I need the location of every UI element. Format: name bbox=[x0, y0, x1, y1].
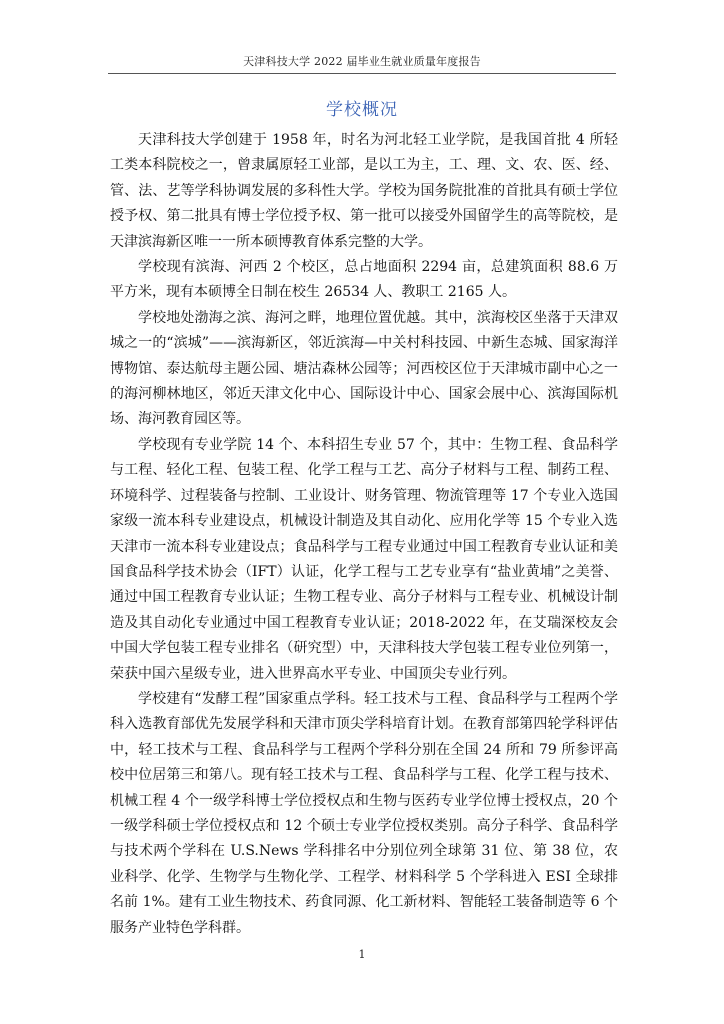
document-body bbox=[110, 128, 618, 941]
page-header: 天津科技大学 2022 届毕业生就业质量年度报告 bbox=[243, 55, 481, 68]
section-title: 学校概况 bbox=[326, 100, 398, 120]
paragraph-history: 天津科技大学创建于 1958 年，时名为河北轻工业学院，是我国首批 4 所轻工类本科院校之一，曾隶属原轻工业部，是以工为主，工、理、文、农、医、经、管、法、艺等学科协调发展的多科性大学。学校为国务院批准的首批具有硕士学位授予权、第二批具有博士学位授予权、第一批可以接受外国留学生的高等院校，是天津滨海新区唯一一所本硕博教育体系完整的大学。 bbox=[110, 132, 618, 250]
header-divider bbox=[108, 73, 616, 74]
paragraph-disciplines: 学校建有“发酵工程”国家重点学科。轻工技术与工程、食品科学与工程两个学科入选教育部优先发展学科和天津市顶尖学科培育计划。在教育部第四轮学科评估中，轻工技术与工程、食品科学与工程两个学科分别在全国 24 所和 79 所参评高校中位居第三和第八。现有轻工技术与工程、食品科学与工程、化学工程与技术、机械工程 4 个一级学科博士学位授权点和生物与医药专业学位博士授权点，20 个一级学科硕士学位授权点和 12 个硕士专业学位授权类别。高分子科学、食品科学与技术两个学科在 U.S.News 学科排名中分别位列全球第 31 位、第 38 位，农业科学、化学、生物学与生物化学、工程学、材料科学 5 个学科进入 ESI 全球排名前 1%。建有工业生物技术、药食同源、化工新材料、智能轻工装备制造等 6 个服务产业特色学科群。 bbox=[110, 690, 618, 936]
paragraph-majors: 学校现有专业学院 14 个、本科招生专业 57 个，其中：生物工程、食品科学与工程、轻化工程、包装工程、化学工程与工艺、高分子材料与工程、制药工程、环境科学、过程装备与控制、工业设计、财务管理、物流管理等 17 个专业入选国家级一流本科专业建设点，机械设计制造及其自动化、应用化学等 15 个专业入选天津市一流本科专业建设点；食品科学与工程专业通过中国工程教育专业认证和美国食品科学技术协会（IFT）认证，化学工程与工艺专业享有“盐业黄埔”之美誉、通过中国工程教育专业认证；生物工程专业、高分子材料与工程专业、机械设计制造及其自动化专业通过中国工程教育专业认证；2018-2022 年，在艾瑞深校友会中国大学包装工程专业排名（研究型）中，天津科技大学包装工程专业位列第一，荣获中国六星级专业，进入世界高水平专业、中国顶尖专业行列。 bbox=[110, 436, 618, 682]
paragraph-campuses: 学校现有滨海、河西 2 个校区，总占地面积 2294 亩，总建筑面积 88.6 万平方米，现有本硕博全日制在校生 26534 人、教职工 2165 人。 bbox=[110, 259, 618, 301]
page-number: 1 bbox=[358, 948, 366, 961]
paragraph-location: 学校地处渤海之滨、海河之畔，地理位置优越。其中，滨海校区坐落于天津双城之一的“滨城”——滨海新区，邻近滨海—中关村科技园、中新生态城、国家海洋博物馆、泰达航母主题公园、塘沽森林公园等；河西校区位于天津城市副中心之一的海河柳林地区，邻近天津文化中心、国际设计中心、国家会展中心、滨海国际机场、海河教育园区等。 bbox=[110, 309, 618, 428]
